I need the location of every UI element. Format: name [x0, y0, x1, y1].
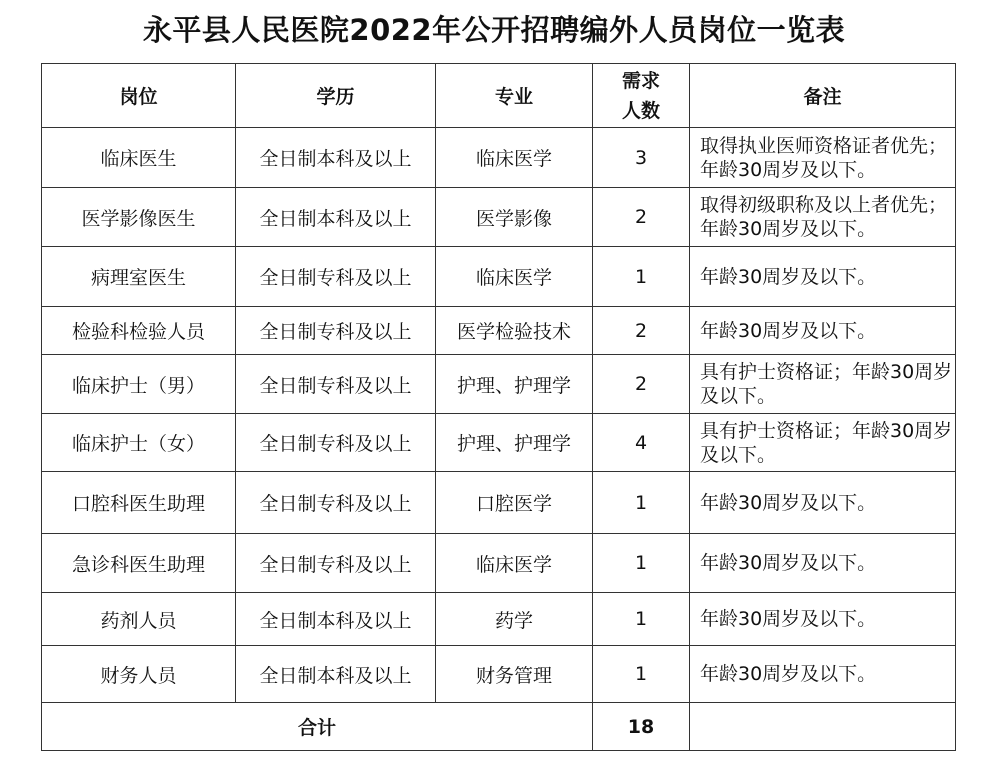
- total-count: 18: [593, 703, 690, 751]
- total-label: 合计: [42, 703, 593, 751]
- header-count: [593, 64, 690, 128]
- table-row: [42, 472, 956, 534]
- cell-position: 财务人员: [42, 646, 236, 703]
- cell-count: 1: [593, 472, 690, 534]
- table-row: [42, 128, 956, 188]
- header-count-line1: 需求: [621, 69, 660, 92]
- cell-position: 医学影像医生: [42, 188, 236, 247]
- table-header-row: [42, 64, 956, 128]
- table-row: [42, 414, 956, 472]
- cell-remarks: 具有护士资格证；年龄30周岁及以下。: [690, 414, 956, 472]
- table-row: [42, 247, 956, 307]
- cell-education: 全日制专科及以上: [236, 247, 436, 307]
- cell-education: 全日制专科及以上: [236, 534, 436, 593]
- cell-remarks: 取得初级职称及以上者优先；年龄30周岁及以下。: [690, 188, 956, 247]
- cell-count: 2: [593, 355, 690, 414]
- positions-table: [41, 63, 956, 751]
- cell-education: 全日制本科及以上: [236, 646, 436, 703]
- cell-major: 财务管理: [436, 646, 593, 703]
- cell-remarks: 年龄30周岁及以下。: [690, 247, 956, 307]
- cell-education: 全日制专科及以上: [236, 414, 436, 472]
- header-remarks: 备注: [690, 64, 956, 128]
- cell-position: 检验科检验人员: [42, 307, 236, 355]
- header-major: 专业: [436, 64, 593, 128]
- cell-education: 全日制本科及以上: [236, 593, 436, 646]
- table-row: [42, 593, 956, 646]
- cell-remarks: 年龄30周岁及以下。: [690, 307, 956, 355]
- cell-remarks: 年龄30周岁及以下。: [690, 472, 956, 534]
- total-remarks-empty: [690, 703, 956, 751]
- cell-education: 全日制专科及以上: [236, 355, 436, 414]
- cell-count: 3: [593, 128, 690, 188]
- table-row: [42, 646, 956, 703]
- cell-count: 2: [593, 307, 690, 355]
- cell-position: 药剂人员: [42, 593, 236, 646]
- total-row: [42, 703, 956, 751]
- cell-position: 病理室医生: [42, 247, 236, 307]
- table-row: [42, 307, 956, 355]
- page-title: 永平县人民医院2022年公开招聘编外人员岗位一览表: [142, 13, 846, 47]
- header-count-line2: 人数: [621, 99, 660, 122]
- cell-position: 临床医生: [42, 128, 236, 188]
- cell-remarks: 年龄30周岁及以下。: [690, 534, 956, 593]
- cell-count: 1: [593, 646, 690, 703]
- cell-position: 口腔科医生助理: [42, 472, 236, 534]
- cell-education: 全日制本科及以上: [236, 128, 436, 188]
- cell-position: 临床护士（女）: [42, 414, 236, 472]
- header-position: 岗位: [42, 64, 236, 128]
- cell-education: 全日制专科及以上: [236, 307, 436, 355]
- header-education: 学历: [236, 64, 436, 128]
- cell-major: 临床医学: [436, 534, 593, 593]
- cell-count: 1: [593, 534, 690, 593]
- cell-count: 1: [593, 247, 690, 307]
- cell-education: 全日制专科及以上: [236, 472, 436, 534]
- table-row: [42, 534, 956, 593]
- cell-major: 药学: [436, 593, 593, 646]
- cell-major: 临床医学: [436, 247, 593, 307]
- cell-education: 全日制本科及以上: [236, 188, 436, 247]
- cell-count: 1: [593, 593, 690, 646]
- cell-major: 护理、护理学: [436, 414, 593, 472]
- cell-remarks: 年龄30周岁及以下。: [690, 646, 956, 703]
- table-row: [42, 355, 956, 414]
- cell-count: 2: [593, 188, 690, 247]
- cell-major: 医学影像: [436, 188, 593, 247]
- table-row: [42, 188, 956, 247]
- cell-remarks: 具有护士资格证；年龄30周岁及以下。: [690, 355, 956, 414]
- cell-position: 临床护士（男）: [42, 355, 236, 414]
- cell-major: 临床医学: [436, 128, 593, 188]
- cell-major: 口腔医学: [436, 472, 593, 534]
- cell-position: 急诊科医生助理: [42, 534, 236, 593]
- cell-count: 4: [593, 414, 690, 472]
- cell-major: 护理、护理学: [436, 355, 593, 414]
- cell-major: 医学检验技术: [436, 307, 593, 355]
- cell-remarks: 年龄30周岁及以下。: [690, 593, 956, 646]
- cell-remarks: 取得执业医师资格证者优先；年龄30周岁及以下。: [690, 128, 956, 188]
